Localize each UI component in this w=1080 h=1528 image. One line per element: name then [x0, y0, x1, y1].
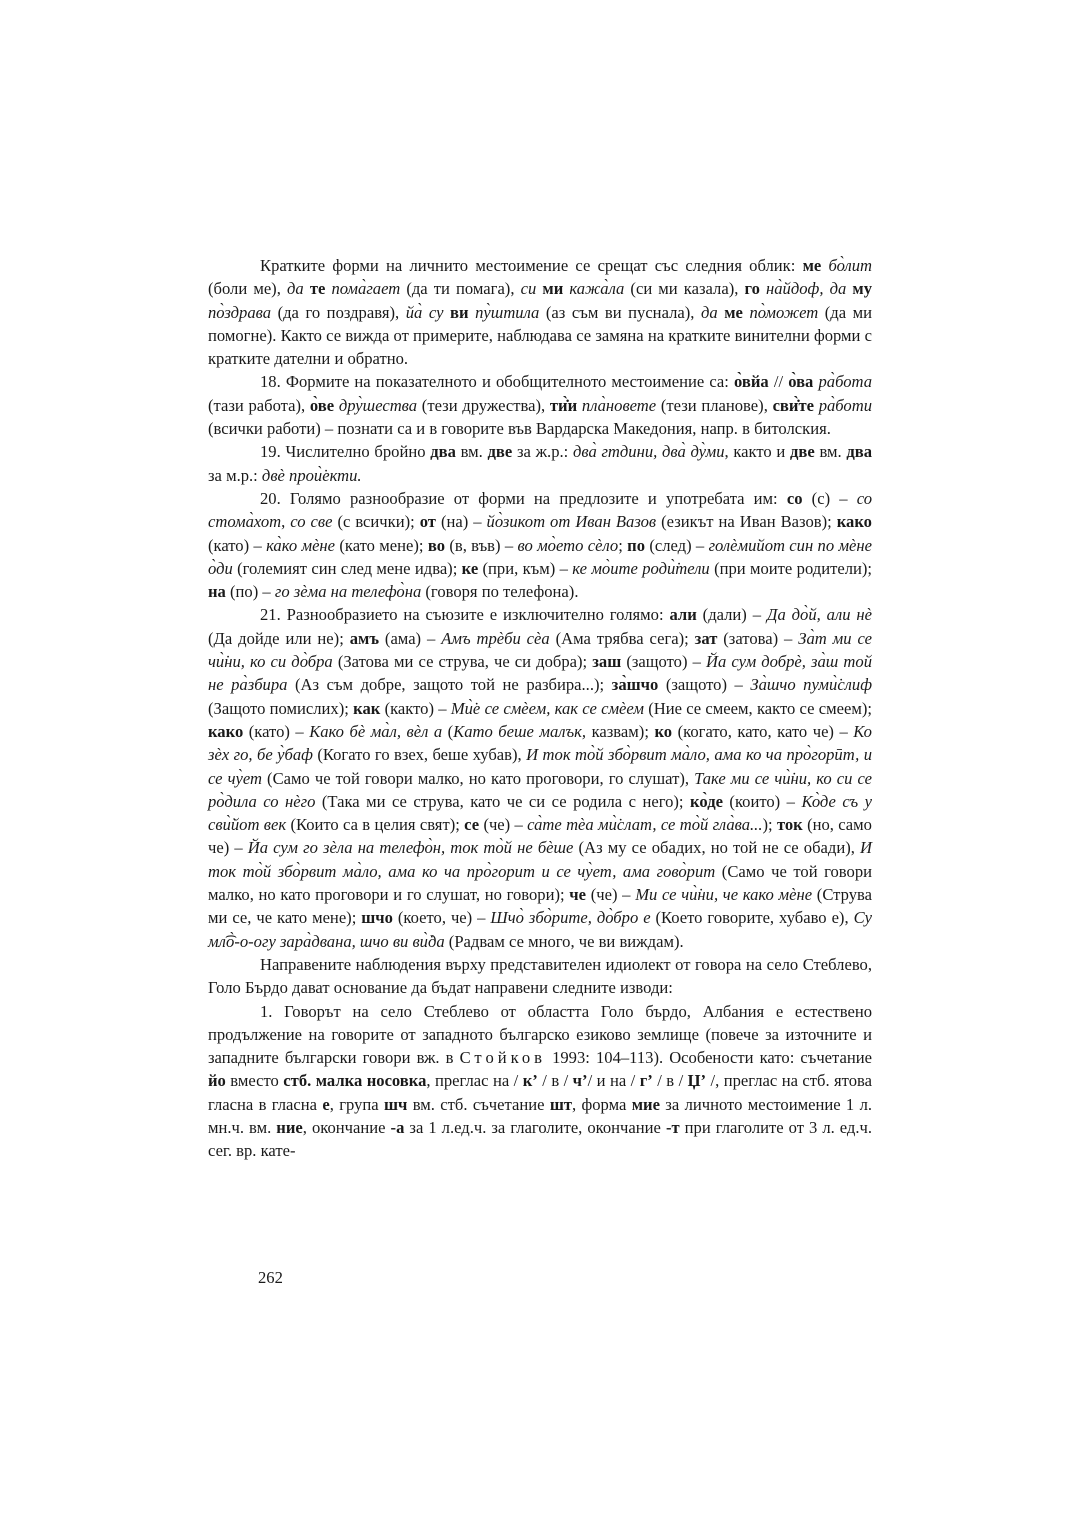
italic-example: бо̀лит: [828, 256, 872, 275]
italic-example: Шчо̀ збо̀рите, до̀бро е: [490, 908, 651, 928]
text-run: вм.: [455, 442, 488, 462]
bold-term: ви: [450, 302, 469, 322]
bold-term: к’: [522, 1071, 538, 1091]
italic-example: го зѐма на телефо̀на: [274, 582, 422, 602]
text-run: , окончание: [302, 1117, 391, 1137]
text-run: (Струва ми се, че като мене);: [208, 885, 872, 928]
italic-example: да: [700, 302, 718, 322]
italic-example: И ток то̀й збо̀рвит ма̀ло, ама ко ча про̀горит и се чу̀ет, ама гово̀рит: [208, 838, 872, 881]
text-run: (Затова ми се струва, че си добра);: [332, 652, 593, 672]
bold-term: от: [419, 512, 436, 532]
italic-example: ке мо̀ите роди̇̀тели: [572, 558, 710, 578]
italic-example: двѐ прои̇̀екти.: [261, 465, 362, 485]
text-run: , както и: [724, 442, 790, 462]
text-run: (ама) –: [379, 628, 442, 648]
bold-term: го: [744, 279, 760, 299]
bold-term: два: [846, 442, 873, 462]
italic-example: да: [286, 279, 304, 299]
text-run: (с всички);: [332, 512, 420, 532]
bold-term: амъ: [349, 628, 379, 648]
italic-example: ра̀бота: [818, 372, 872, 392]
italic-example: Йа сум добрѐ, за̀ш той не ра̀збира: [208, 652, 872, 695]
text-run: (Аз съм добре, защото той не разбира...);: [287, 675, 612, 695]
text-run: ;: [618, 535, 628, 555]
bold-term: о̀ва: [788, 372, 814, 392]
bold-term: во: [427, 535, 446, 555]
bold-term: ми: [542, 279, 564, 299]
text-run: 1993: 104–113). Особености като: съчетание: [546, 1048, 872, 1068]
text-run: за м.р.:: [208, 465, 262, 485]
text-run: (в, във) –: [445, 535, 518, 555]
text-run: 1. Говорът на село Стеблево от областта Голо бърдо, Албания е естествено продължение на говорите от западното българско езиково землище (повече за източните и западните български говори вж. в: [208, 1001, 872, 1068]
text-run: (Които са в целия свят);: [286, 815, 465, 835]
text-run: (Да дойде или не);: [208, 628, 350, 648]
text-run: при глаголите от 3 л. ед.ч. сег. вр. кате-: [208, 1117, 873, 1161]
text-run: (Така ми се струва, като че си се родила с него);: [315, 791, 691, 811]
italic-example: йо̀зикот от Иван Вазов: [486, 512, 657, 532]
text-run: (си ми казала),: [624, 279, 745, 299]
text-run: , група: [329, 1094, 385, 1114]
text-run: (Само че той говори малко, но като проговори и го слушат, но говори);: [208, 861, 873, 905]
bold-term: зат: [694, 628, 718, 648]
bold-term: ние: [276, 1117, 303, 1137]
text-run: казвам);: [586, 721, 655, 741]
italic-example: Ко̀де съ у сви̇̀йот век: [208, 791, 872, 835]
italic-example: За̀шчо пуми̇̀слиф: [750, 675, 872, 695]
bold-term: заш: [592, 652, 622, 672]
italic-example: пла̀новете: [581, 395, 657, 415]
italic-example: За̀т ми се чи̇̀ни, ко си до̀бра: [208, 628, 872, 672]
bold-term: че: [569, 885, 587, 905]
italic-example: два̀ гтдини, два̀ ду̀ми: [572, 442, 725, 462]
text-run: (езикът на Иван Вазов);: [656, 512, 837, 532]
text-run: (след) –: [645, 535, 709, 555]
bold-term: как: [353, 698, 381, 718]
italic-example: Ми̇̀е се смѐем, как се смѐем: [450, 698, 644, 718]
text-run: 19. Числително бройно: [260, 442, 431, 462]
paragraph-conclusions-intro: [208, 953, 872, 1000]
text-run: / в /: [652, 1071, 688, 1091]
text-run: (с) –: [802, 488, 857, 508]
bold-term: две: [487, 442, 513, 462]
text-run: 21. Разнообразието на съюзите е изключително голямо:: [260, 605, 670, 625]
text-run: (при моите родители);: [709, 558, 872, 578]
text-run: (защото) –: [658, 675, 751, 695]
bold-term: со: [786, 488, 803, 508]
italic-example: кажа̀ла: [569, 279, 625, 299]
text-run: за ж.р.:: [512, 442, 573, 462]
italic-example: Ко зѐх го, бе у̀баф: [208, 721, 872, 765]
bold-term: -т: [665, 1117, 680, 1137]
bold-term: ко: [654, 721, 673, 741]
bold-term: е: [322, 1094, 330, 1114]
bold-term: о̀ве: [309, 395, 335, 415]
italic-example: Като беше малък,: [453, 721, 587, 741]
italic-example: Йа сум го зѐла на телефо̀н, ток то̀й не бѐше: [247, 838, 574, 858]
italic-example: пома̀гает: [331, 279, 401, 299]
italic-example: голѐмийот син по мѐне о̀ди: [208, 535, 872, 578]
text-run: (дали) –: [696, 605, 767, 625]
text-run: за личното местоимение 1 л. мн.ч. вм.: [208, 1094, 873, 1137]
text-run: (да го поздравя),: [271, 302, 406, 322]
bold-term: ток: [776, 815, 803, 835]
text-run: (Когато го взех, беше хубав),: [312, 745, 527, 765]
italic-example: Таке ми се чи̇̀ни, ко си се ро̀дила со нѐго: [208, 768, 872, 811]
italic-example: во мо̀ето сѐло: [517, 535, 619, 555]
text-run: (Защото помислих);: [208, 698, 354, 718]
text-run: (големият син след мене идва);: [232, 558, 462, 578]
spaced-author-name: Стойков: [459, 1048, 546, 1068]
bold-term: г’: [639, 1071, 653, 1091]
bold-term: како: [208, 721, 244, 741]
bold-term: ме: [802, 256, 822, 275]
bold-term: за̀шчо: [611, 675, 659, 695]
bold-term: те: [309, 279, 326, 299]
text-run: вместо: [225, 1071, 284, 1091]
italic-example: со стома̀хот: [208, 488, 872, 532]
bold-term: ме: [724, 302, 743, 322]
italic-example: на̀йдоф, да: [766, 279, 847, 299]
bold-term: ти̇̀и: [549, 395, 578, 415]
italic-example: дру̀шества: [338, 395, 418, 415]
text-run: (при, към) –: [478, 558, 573, 578]
paragraph-conclusion-1: [208, 1000, 872, 1163]
text-run: (което, че) –: [392, 908, 491, 928]
italic-example: Да до̀й, али нѐ: [766, 605, 872, 625]
bold-term: шт: [549, 1094, 572, 1114]
italic-example: со све: [290, 512, 333, 532]
text-run: (да ти помага),: [400, 279, 521, 299]
text-run: 18. Формите на показателното и обобщителното местоимение са:: [260, 372, 735, 392]
text-run: (боли ме),: [208, 279, 287, 299]
text-run: (по) –: [225, 582, 275, 602]
italic-example: И ток то̀й збо̀рвит ма̀ло, ама ко ча про̀горӣт, и се чу̀ет: [208, 745, 872, 788]
text-run: (Радвам се много, че ви виждам).: [444, 931, 684, 951]
bold-term: две: [790, 442, 815, 462]
text-run: (че) –: [586, 885, 636, 905]
italic-example: по̀может: [749, 302, 819, 322]
text-run: вм.: [814, 442, 847, 462]
text-run: (Аз му се обадих, но той не се обади),: [573, 838, 860, 858]
paragraph-short-pronoun-forms: [208, 254, 872, 370]
text-run: (тези дружества),: [417, 395, 550, 415]
text-run: (като) –: [208, 535, 267, 555]
text-run: );: [762, 815, 777, 835]
bold-term: йо: [208, 1071, 226, 1091]
bold-term: стб. малка носовка: [283, 1071, 427, 1091]
text-run: вм. стб. съчетание: [407, 1094, 550, 1114]
page-body: [208, 254, 872, 1163]
text-run: (тези планове),: [656, 395, 773, 415]
bold-term: на: [208, 582, 226, 602]
paragraph-19-numerals: [208, 440, 872, 487]
bold-term: како: [836, 512, 872, 532]
text-run: , форма: [572, 1094, 632, 1114]
text-run: (: [442, 721, 454, 741]
text-run: (че) –: [479, 815, 528, 835]
text-run: Кратките форми на личнито местоимение се срещат със следния облик:: [260, 256, 803, 275]
bold-term: шч: [384, 1094, 408, 1114]
text-run: / в /: [537, 1071, 573, 1091]
bold-term: о̀вйа: [734, 372, 769, 392]
paragraph-18-demonstratives: [208, 370, 872, 440]
text-run: (както) –: [380, 698, 451, 718]
bold-term: ко̀де: [690, 791, 723, 811]
text-run: (когато, като, като че) –: [672, 721, 854, 741]
text-run: /, преглас на стб. ятова гласна в гласна: [208, 1071, 872, 1114]
bold-term: шчо: [361, 908, 393, 928]
italic-example: Су мл͡о̀-о-огу зара̀двана, шчо ви ви̇̀да: [208, 908, 872, 951]
text-run: (които) –: [722, 791, 802, 811]
text-run: (защото) –: [621, 652, 706, 672]
bold-term: али: [669, 605, 697, 625]
bold-term: -а: [390, 1117, 405, 1137]
italic-example: ка̀ко мѐне: [266, 535, 336, 555]
text-run: 20. Голямо разнообразие от форми на предлозите и употребата им:: [260, 488, 787, 508]
text-run: (да ми помогне). Както се вижда от примерите, наблюдава се замяна на кратките винителни форми с кратките дателни и обратно.: [208, 302, 873, 369]
text-run: / и на /: [587, 1071, 640, 1091]
text-run: (Само че той говори малко, но като проговори, го слушат),: [261, 768, 695, 788]
text-run: (аз съм ви пуснала),: [539, 302, 701, 322]
italic-example: са̀те тѐа ми̇̀слат, се то̀й гла̀ва...: [527, 815, 763, 835]
bold-term: ке: [461, 558, 479, 578]
paragraph-20-prepositions: [208, 487, 872, 603]
italic-example: по̀здрава: [208, 302, 272, 322]
text-run: ,: [281, 512, 291, 532]
italic-example: пу̀штила: [475, 302, 540, 322]
text-run: (но, само че) –: [208, 815, 872, 858]
bold-term: ч’: [572, 1071, 588, 1091]
text-run: (тази работа),: [208, 395, 310, 415]
bold-term: по: [627, 535, 645, 555]
italic-example: йа̀ су: [405, 302, 444, 322]
italic-example: си: [520, 279, 537, 299]
bold-term: мие: [631, 1094, 660, 1114]
italic-example: Како бѐ ма̀л, вѐл а: [309, 721, 443, 741]
text-run: (на) –: [435, 512, 487, 532]
bold-term: Џ’: [687, 1071, 707, 1091]
bold-term: се: [464, 815, 480, 835]
text-run: за 1 л.ед.ч. за глаголите, окончание: [404, 1117, 666, 1137]
bold-term: му: [852, 279, 873, 299]
italic-example: Ми се чи̇̀ни, че како мѐне: [635, 885, 813, 905]
italic-example: ра̀боти: [818, 395, 872, 415]
text-run: (всички работи) – познати са и в говорите във Вардарска Македония, напр. в битолския.: [208, 419, 831, 439]
text-run: //: [768, 372, 789, 392]
text-run: (Ама трябва сега);: [549, 628, 695, 648]
italic-example: Амъ трѐби сѐа: [441, 628, 550, 648]
text-run: (затова) –: [717, 628, 799, 648]
bold-term: сви̇̀те: [772, 395, 814, 415]
text-run: (като мене);: [335, 535, 428, 555]
page-number: 262: [258, 1268, 283, 1287]
text-run: (като) –: [243, 721, 310, 741]
text-run: (говоря по телефона).: [421, 582, 579, 602]
text-run: (Ние се смеем, както се смеем);: [643, 698, 872, 718]
paragraph-21-conjunctions: [208, 603, 872, 952]
text-run: , преглас на /: [426, 1071, 523, 1091]
text-run: Направените наблюдения върху представителен идиолект от говора на село Стеблево, Голо Бърдо дават основание да бъдат направени следните изводи:: [208, 954, 872, 998]
bold-term: два: [430, 442, 456, 462]
text-run: (Което говорите, хубаво е),: [650, 908, 854, 928]
